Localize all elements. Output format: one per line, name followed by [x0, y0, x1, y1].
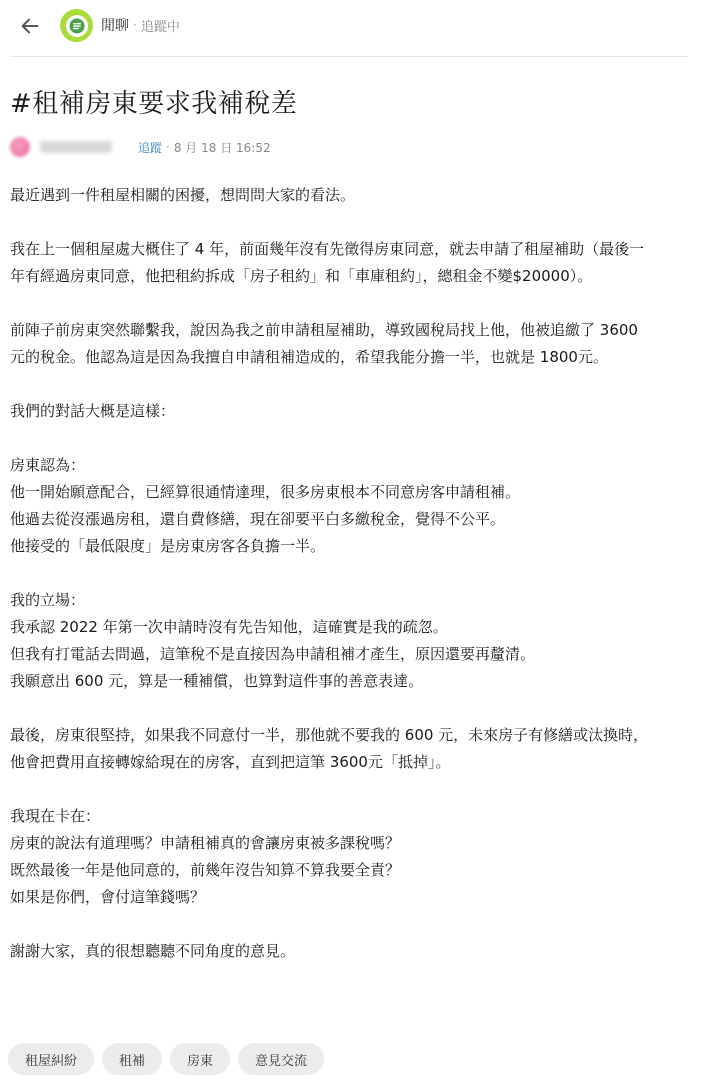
author-row [10, 136, 271, 158]
paragraph-line: 最後，房東很堅持，如果我不同意付一半，那他就不要我的 600 元，未來房子有修繕或汰換時， [10, 726, 649, 744]
paragraph-line: 元的稅金。他認為這是因為我擅自申請租補造成的，希望我能分擔一半，也就是 1800元。 [10, 348, 608, 366]
paragraph-line: 年有經過房東同意，他把租約拆成「房子租約」和「車庫租約」，總租金不變$20000）。 [10, 267, 593, 285]
paragraph-line: 我承認 2022 年第一次申請時沒有先告知他，這確實是我的疏忽。 [10, 618, 448, 636]
paragraph [10, 182, 690, 209]
paragraph-line: 房東的說法有道理嗎？申請租補真的會讓房東被多課稅嗎？ [10, 834, 401, 852]
paragraph [10, 452, 690, 560]
back-button[interactable] [16, 12, 44, 40]
top-bar [0, 0, 702, 52]
header-divider [10, 56, 688, 57]
paragraph [10, 398, 690, 425]
paragraph [10, 317, 690, 371]
paragraph [10, 803, 690, 911]
tag-chip[interactable]: 租屋糾紛 [8, 1043, 94, 1075]
paragraph-line: 我願意出 600 元，算是一種補償，也算對這件事的善意表達。 [10, 672, 424, 690]
paragraph [10, 938, 690, 965]
board-icon[interactable] [60, 9, 93, 42]
paragraph-line: 房東認為： [10, 456, 86, 474]
paragraph-line: 他一開始願意配合，已經算很通情達理，很多房東根本不同意房客申請租補。 [10, 483, 521, 501]
post-title: #租補房東要求我補稅差 [10, 89, 298, 119]
post-content [10, 182, 690, 992]
paragraph-line: 前陣子前房東突然聯繫我，說因為我之前申請租屋補助，導致國稅局找上他，他被追繳了 3600 [10, 321, 638, 339]
paragraph-line: 既然最後一年是他同意的，前幾年沒告知算不算我要全責？ [10, 861, 401, 879]
follow-author-button[interactable]: 追蹤 [138, 140, 163, 155]
follow-state[interactable]: 追蹤中 [140, 19, 180, 35]
separator: · [133, 18, 137, 32]
author-name-blurred[interactable] [40, 141, 112, 153]
paragraph-line: 他過去從沒漲過房租，還自費修繕，現在卻要平白多繳稅金，覺得不公平。 [10, 510, 506, 528]
board-meta [101, 15, 180, 35]
separator: · [166, 140, 170, 154]
paragraph-line: 最近遇到一件租屋相關的困擾，想問問大家的看法。 [10, 186, 356, 204]
board-name[interactable]: 閒聊 [101, 18, 129, 34]
paragraph-line: 我的立場： [10, 591, 86, 609]
tag-chip[interactable]: 租補 [102, 1043, 162, 1075]
paragraph [10, 236, 690, 290]
paragraph [10, 587, 690, 695]
paragraph-line: 謝謝大家，真的很想聽聽不同角度的意見。 [10, 942, 296, 960]
paragraph-line: 我現在卡在： [10, 807, 101, 825]
paragraph-line: 但我有打電話去問過，這筆稅不是直接因為申請租補才產生，原因還要再釐清。 [10, 645, 536, 663]
paragraph-line: 他接受的「最低限度」是房東房客各負擔一半。 [10, 537, 326, 555]
post-date: 8 月 18 日 16:52 [173, 140, 271, 155]
paragraph-line: 我們的對話大概是這樣： [10, 402, 176, 420]
tag-list [8, 1043, 324, 1075]
tag-chip[interactable]: 房東 [170, 1043, 230, 1075]
paragraph [10, 722, 690, 776]
arrow-left-icon [19, 15, 41, 37]
paragraph-line: 如果是你們，會付這筆錢嗎？ [10, 888, 206, 906]
chat-bubble-icon [69, 18, 85, 34]
paragraph-line: 我在上一個租屋處大概住了 4 年，前面幾年沒有先徵得房東同意，就去申請了租屋補助（最後一 [10, 240, 645, 258]
tag-chip[interactable]: 意見交流 [238, 1043, 324, 1075]
avatar[interactable] [10, 137, 30, 157]
paragraph-line: 他會把費用直接轉嫁給現在的房客，直到把這筆 3600元「抵掉」。 [10, 753, 451, 771]
